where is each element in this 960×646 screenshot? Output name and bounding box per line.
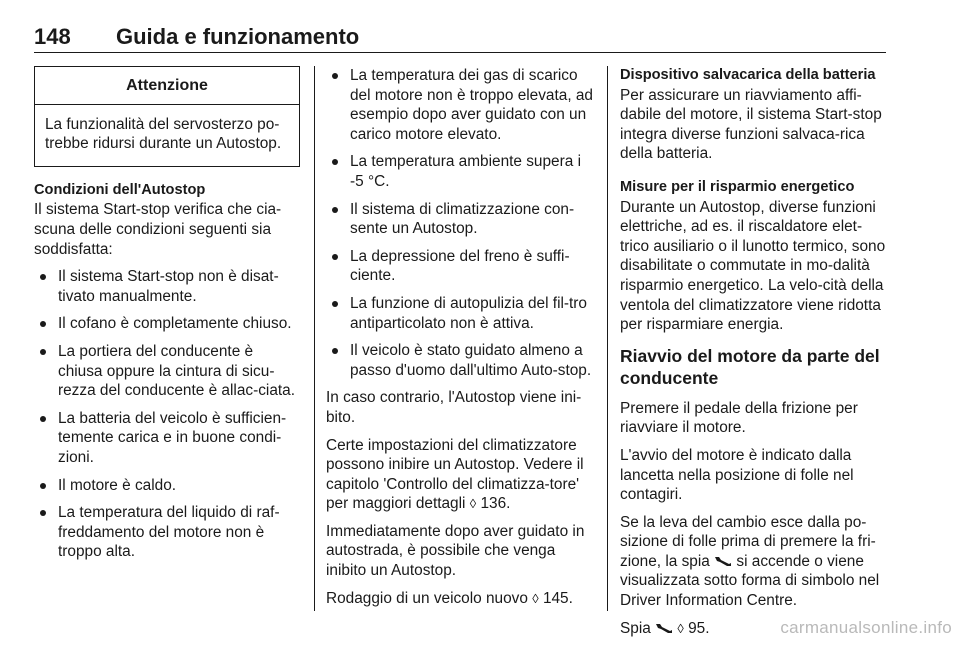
column-3 [620,66,888,646]
breakin-page-link[interactable]: 145. [542,589,573,607]
climate-paragraph [326,436,594,514]
spia-page-link[interactable]: 95. [688,619,710,637]
restart-paragraph: Premere il pedale della frizione per riavviare il motore. [620,399,858,437]
warning-text: La funzionalità del servosterzo po-trebbe ridursi durante un Autostop. [45,115,282,153]
watermark: carmanualsonline.info [780,618,952,637]
energy-paragraph: Durante un Autostop, diverse funzioni elettriche, ad es. il riscaldatore elet-trico ausiliario o il lunotto termico, sono disabilitate o commutate in mo-dalità risparmio energetico. La velo-cità della ventola del climatizzatore viene ridotta per risparmiare energia. [620,198,886,334]
list-item: La temperatura del liquido di raf-freddamento del motore non è troppo alta. [34,503,300,562]
climate-page-link[interactable]: 136. [480,495,511,513]
page-number: 148 [34,24,71,49]
breakin-paragraph [326,589,594,609]
otherwise-paragraph: In caso contrario, l'Autostop viene ini-bito. [326,389,582,426]
list-item: Il sistema Start-stop non è disat-tivato manualmente. [34,267,300,306]
motorway-paragraph: Immediatamente dopo aver guidato in autostrada, è possibile che venga inibito un Autostop. [326,522,585,580]
battery-heading: Dispositivo salvacarica della batteria [620,67,876,83]
list-item: La funzione di autopulizia del fil-tro antiparticolato non è attiva. [326,294,594,333]
list-item: La depressione del freno è suffi-ciente. [326,247,594,286]
warning-title: Attenzione [35,67,299,105]
climate-text: Certe impostazioni del climatizzatore possono inibire un Autostop. Vedere il capitolo 'Controllo del climatizza-tore' per maggiori dettagli [326,436,584,513]
conditions-intro: Il sistema Start-stop verifica che cia-scuna delle condizioni seguenti sia soddisfatta: [34,201,282,258]
conditions-heading: Condizioni dell'Autostop [34,181,206,198]
energy-heading: Misure per il risparmio energetico [620,178,855,195]
restart-heading: Riavvio del motore da parte del conducente [620,345,880,388]
breakin-text: Rodaggio di un veicolo nuovo [326,589,528,607]
lever-paragraph [620,513,888,611]
list-item: Il veicolo è stato guidato almeno a passo d'uomo dall'ultimo Auto-stop. [326,341,594,380]
page-header [34,24,886,53]
column-2 [326,66,594,616]
column-divider-2 [607,66,608,611]
conditions-list-continued [326,66,594,380]
list-item: Il motore è caldo. [34,476,300,496]
list-item: Il cofano è completamente chiuso. [34,314,300,334]
column-divider-1 [314,66,315,611]
indicated-paragraph: L'avvio del motore è indicato dalla lancetta nella posizione di folle nel contagiri. [620,446,854,504]
chapter-title: Guida e funzionamento [116,24,360,49]
list-item: La temperatura ambiente supera i -5 °C. [326,152,594,191]
warning-box [34,66,300,167]
spia-label: Spia [620,619,651,637]
lever-text-start: Se la leva del cambio esce dalla po-sizione di folle prima di premere la fri-zione, la spia [620,513,876,570]
wrench-icon [714,555,732,567]
conditions-list [34,267,300,562]
list-item: La batteria del veicolo è sufficien-temente carica e in buone condi-zioni. [34,409,300,468]
list-item: La portiera del conducente è chiusa oppure la cintura di sicu-rezza del conducente è allac-ciata. [34,342,300,401]
page-ref-icon: ◊ [677,620,684,636]
column-1 [34,66,300,570]
battery-paragraph: Per assicurare un riavviamento affi-dabile del motore, il sistema Start-stop integra diverse funzioni salvaca-rica della batteria. [620,86,882,163]
page-ref-icon: ◊ [532,590,539,606]
list-item: La temperatura dei gas di scarico del motore non è troppo elevata, ad esempio dopo aver guidato con un carico motore elevato. [326,66,594,144]
page-ref-icon: ◊ [469,496,477,512]
wrench-icon [655,622,673,634]
list-item: Il sistema di climatizzazione con-sente un Autostop. [326,200,594,239]
lever-text-end: si accende o viene visualizzata sotto forma di simbolo nel Driver Information Centre. [620,552,880,610]
